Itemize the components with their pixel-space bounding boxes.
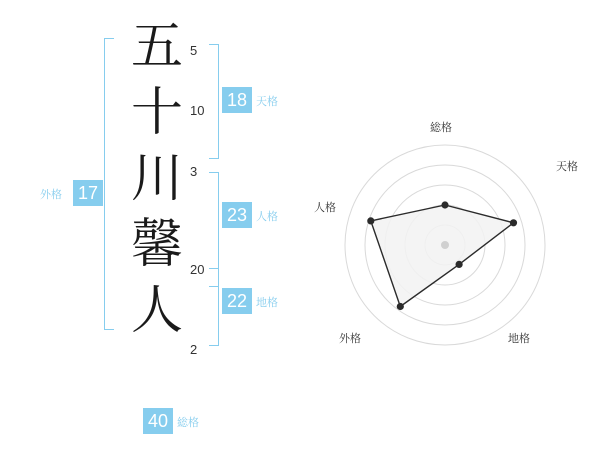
kanji-char: 五 <box>130 17 183 77</box>
score-soukaku-label: 総格 <box>177 416 199 429</box>
kanji-char: 十 <box>130 83 183 143</box>
bracket-chikaku <box>209 268 219 346</box>
name-stroke-panel <box>0 0 300 470</box>
kanji-char: 馨 <box>130 215 183 275</box>
stroke-count: 3 <box>190 164 198 179</box>
bracket-tenkaku <box>209 44 219 159</box>
score-gaikaku: 17 <box>73 180 103 206</box>
kanji-column <box>126 14 188 344</box>
score-jinkaku-label: 人格 <box>256 210 278 223</box>
score-chikaku-label: 地格 <box>256 296 278 309</box>
radar-axis-label-soukaku: 総格 <box>430 121 452 134</box>
score-tenkaku-label: 天格 <box>256 95 278 108</box>
bracket-gaikaku <box>104 38 114 330</box>
score-jinkaku: 23 <box>222 202 252 228</box>
stroke-count: 2 <box>190 342 198 357</box>
radar-chart-panel <box>300 0 600 470</box>
radar-axis-label-tenkaku: 天格 <box>556 160 578 173</box>
kanji-char: 川 <box>130 149 183 209</box>
stroke-count: 5 <box>190 43 198 58</box>
kanji-char: 人 <box>130 281 183 341</box>
score-gaikaku-label: 外格 <box>40 188 62 201</box>
score-soukaku: 40 <box>143 408 173 434</box>
radar-axis-label-chikaku: 地格 <box>508 332 530 345</box>
stroke-count: 20 <box>190 262 205 277</box>
stroke-count: 10 <box>190 103 205 118</box>
score-tenkaku: 18 <box>222 87 252 113</box>
radar-axis-label-jinkaku: 人格 <box>314 201 336 214</box>
radar-chart <box>300 0 600 470</box>
score-chikaku: 22 <box>222 288 252 314</box>
radar-axis-label-gaikaku: 外格 <box>339 332 361 345</box>
